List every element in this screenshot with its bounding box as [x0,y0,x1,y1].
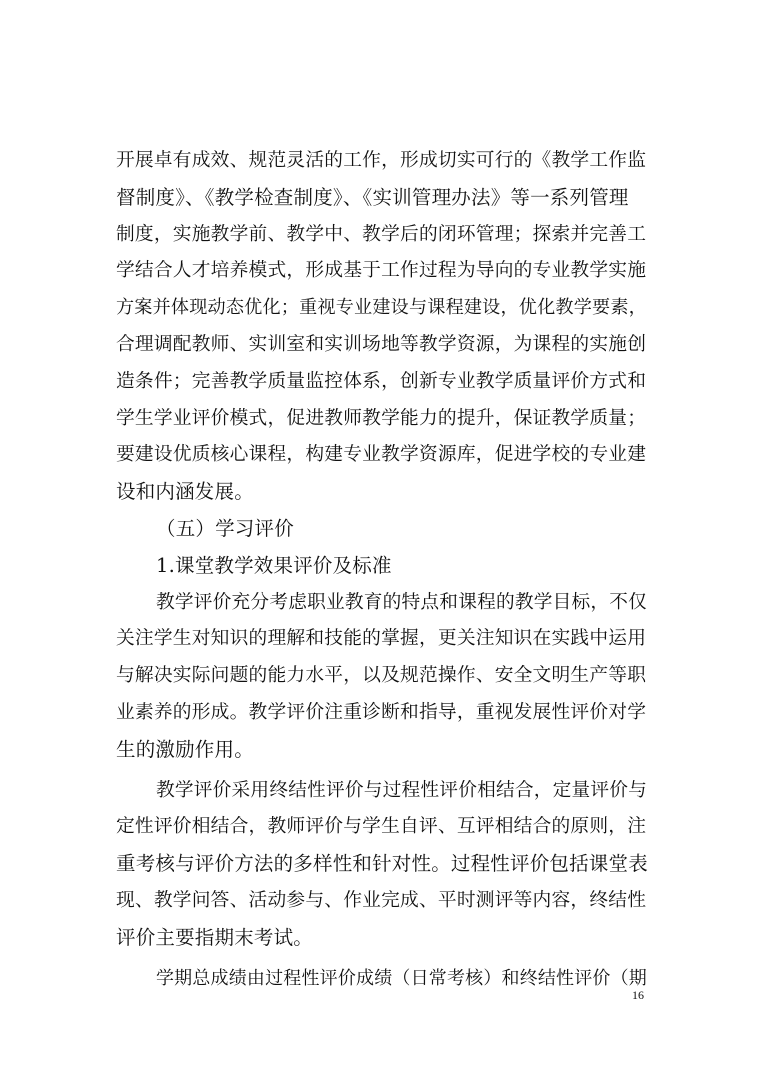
paragraph-line: 现、教学问答、活动参与、作业完成、平时测评等内容，终结性 [116,889,647,911]
paragraph-line: 重考核与评价方法的多样性和针对性。过程性评价包括课堂表 [116,852,648,876]
body-text [116,143,652,997]
paragraph-line: 方案并体现动态优化；重视专业建设与课程建设，优化教学要素， [116,297,647,319]
paragraph-line: 合理调配教师、实训室和实训场地等教学资源，为课程的实施创 [116,333,647,355]
subsection-heading: 1.课堂教学效果评价及标准 [156,553,392,577]
page-number: 16 [632,988,644,1002]
paragraph-line: 业素养的形成。教学评价注重诊断和指导，重视发展性评价对学 [116,701,647,723]
paragraph-line: 督制度》、《教学检查制度》、《实训管理办法》等一系列管理 [116,185,629,209]
paragraph-line: 教学评价充分考虑职业教育的特点和课程的教学目标，不仅 [156,591,648,613]
paragraph-line: 学结合人才培养模式，形成基于工作过程为导向的专业教学实施 [116,260,647,282]
paragraph-line: 与解决实际问题的能力水平，以及规范操作、安全文明生产等职 [116,665,647,687]
paragraph-line: 教学评价采用终结性评价与过程性评价相结合，定量评价与 [156,779,648,801]
paragraph-line: 开展卓有成效、规范灵活的工作，形成切实可行的《教学工作监 [116,150,647,171]
paragraph-line: 设和内涵发展。 [116,480,254,504]
paragraph-line: 生的激励作用。 [116,737,254,761]
paragraph-line: 定性评价相结合，教师评价与学生自评、互评相结合的原则，注 [116,816,647,838]
paragraph-line: 学生学业评价模式，促进教师教学能力的提升，保证教学质量； [116,407,647,429]
paragraph-line: 学期总成绩由过程性评价成绩（日常考核）和终结性评价（期 [156,967,647,989]
paragraph-line: 关注学生对知识的理解和技能的掌握，更关注知识在实践中运用 [116,628,647,650]
section-heading: （五）学习评价 [156,516,294,540]
paragraph-line: 造条件；完善教学质量监控体系，创新专业教学质量评价方式和 [116,370,647,392]
paragraph-line: 要建设优质核心课程，构建专业教学资源库，促进学校的专业建 [116,444,647,466]
paragraph-line: 评价主要指期末考试。 [116,925,314,949]
paragraph-line: 制度，实施教学前、教学中、教学后的闭环管理；探索并完善工 [116,223,647,245]
